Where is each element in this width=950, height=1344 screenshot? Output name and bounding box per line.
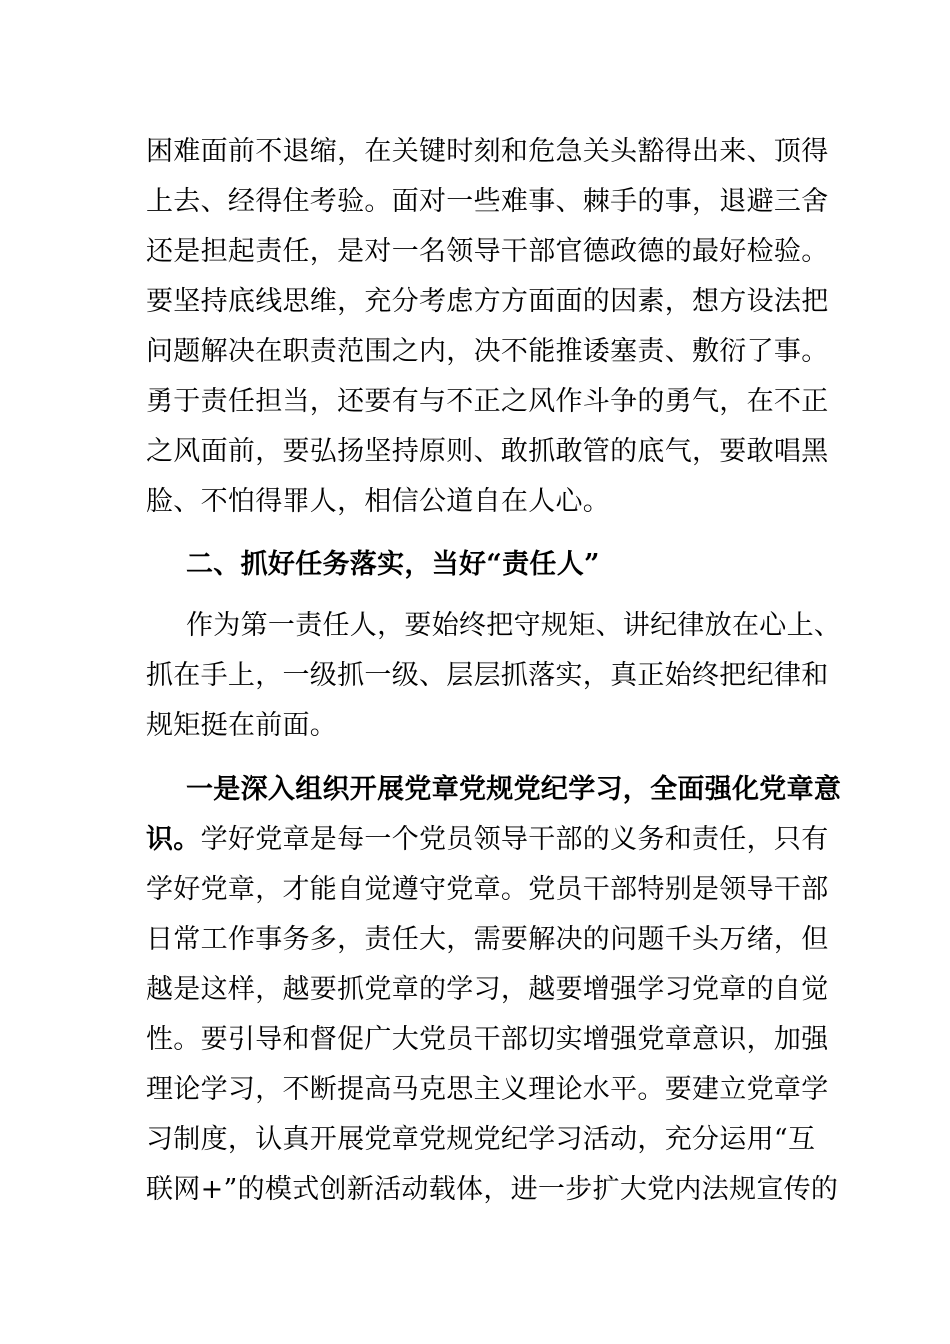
body-text-line: 联网+”的模式创新活动载体，进一步扩大党内法规宣传的: [146, 1174, 839, 1205]
body-text-line: 脸、不怕得罪人，相信公道自在人心。: [146, 486, 611, 517]
body-text-line: 问题解决在职责范围之内，决不能推诿塞责、敷衍了事。: [146, 336, 829, 367]
subsection-lead: 一是深入组织开展党章党规党纪学习，全面强化党章意: [186, 774, 842, 805]
body-text-line: 勇于责任担当，还要有与不正之风作斗争的勇气，在不正: [146, 386, 829, 417]
body-text-line: 作为第一责任人，要始终把守规矩、讲纪律放在心上、: [186, 610, 842, 641]
subsection-lead-end: 识。: [146, 824, 201, 855]
body-text-line: 理论学习，不断提高马克思主义理论水平。要建立党章学: [146, 1074, 829, 1105]
body-text-line: 日常工作事务多，责任大，需要解决的问题千头万绪，但: [146, 924, 829, 955]
body-text-line: 困难面前不退缩，在关键时刻和危急关头豁得出来、顶得: [146, 136, 829, 167]
body-text-line: 还是担起责任，是对一名领导干部官德政德的最好检验。: [146, 236, 829, 267]
body-text-line: 抓在手上，一级抓一级、层层抓落实，真正始终把纪律和: [146, 660, 829, 691]
section-heading: 二、抓好任务落实，当好“责任人”: [186, 549, 600, 580]
body-text-line: 规矩挺在前面。: [146, 710, 338, 741]
body-text-line: 性。要引导和督促广大党员干部切实增强党章意识，加强: [146, 1024, 829, 1055]
body-text-line: 越是这样，越要抓党章的学习，越要增强学习党章的自觉: [146, 974, 829, 1005]
body-text-line: 要坚持底线思维，充分考虑方方面面的因素，想方设法把: [146, 286, 829, 317]
body-text-line: 学好党章，才能自觉遵守党章。党员干部特别是领导干部: [146, 874, 829, 905]
body-text-line: 上去、经得住考验。面对一些难事、棘手的事，退避三舍: [146, 186, 829, 217]
body-text-line: 之风面前，要弘扬坚持原则、敢抓敢管的底气，要敢唱黑: [146, 436, 829, 467]
body-text-line: 习制度，认真开展党章党规党纪学习活动，充分运用“互: [146, 1124, 816, 1155]
body-text-line: [146, 820, 829, 860]
body-text-span: 学好党章是每一个党员领导干部的义务和责任，只有: [200, 824, 829, 855]
